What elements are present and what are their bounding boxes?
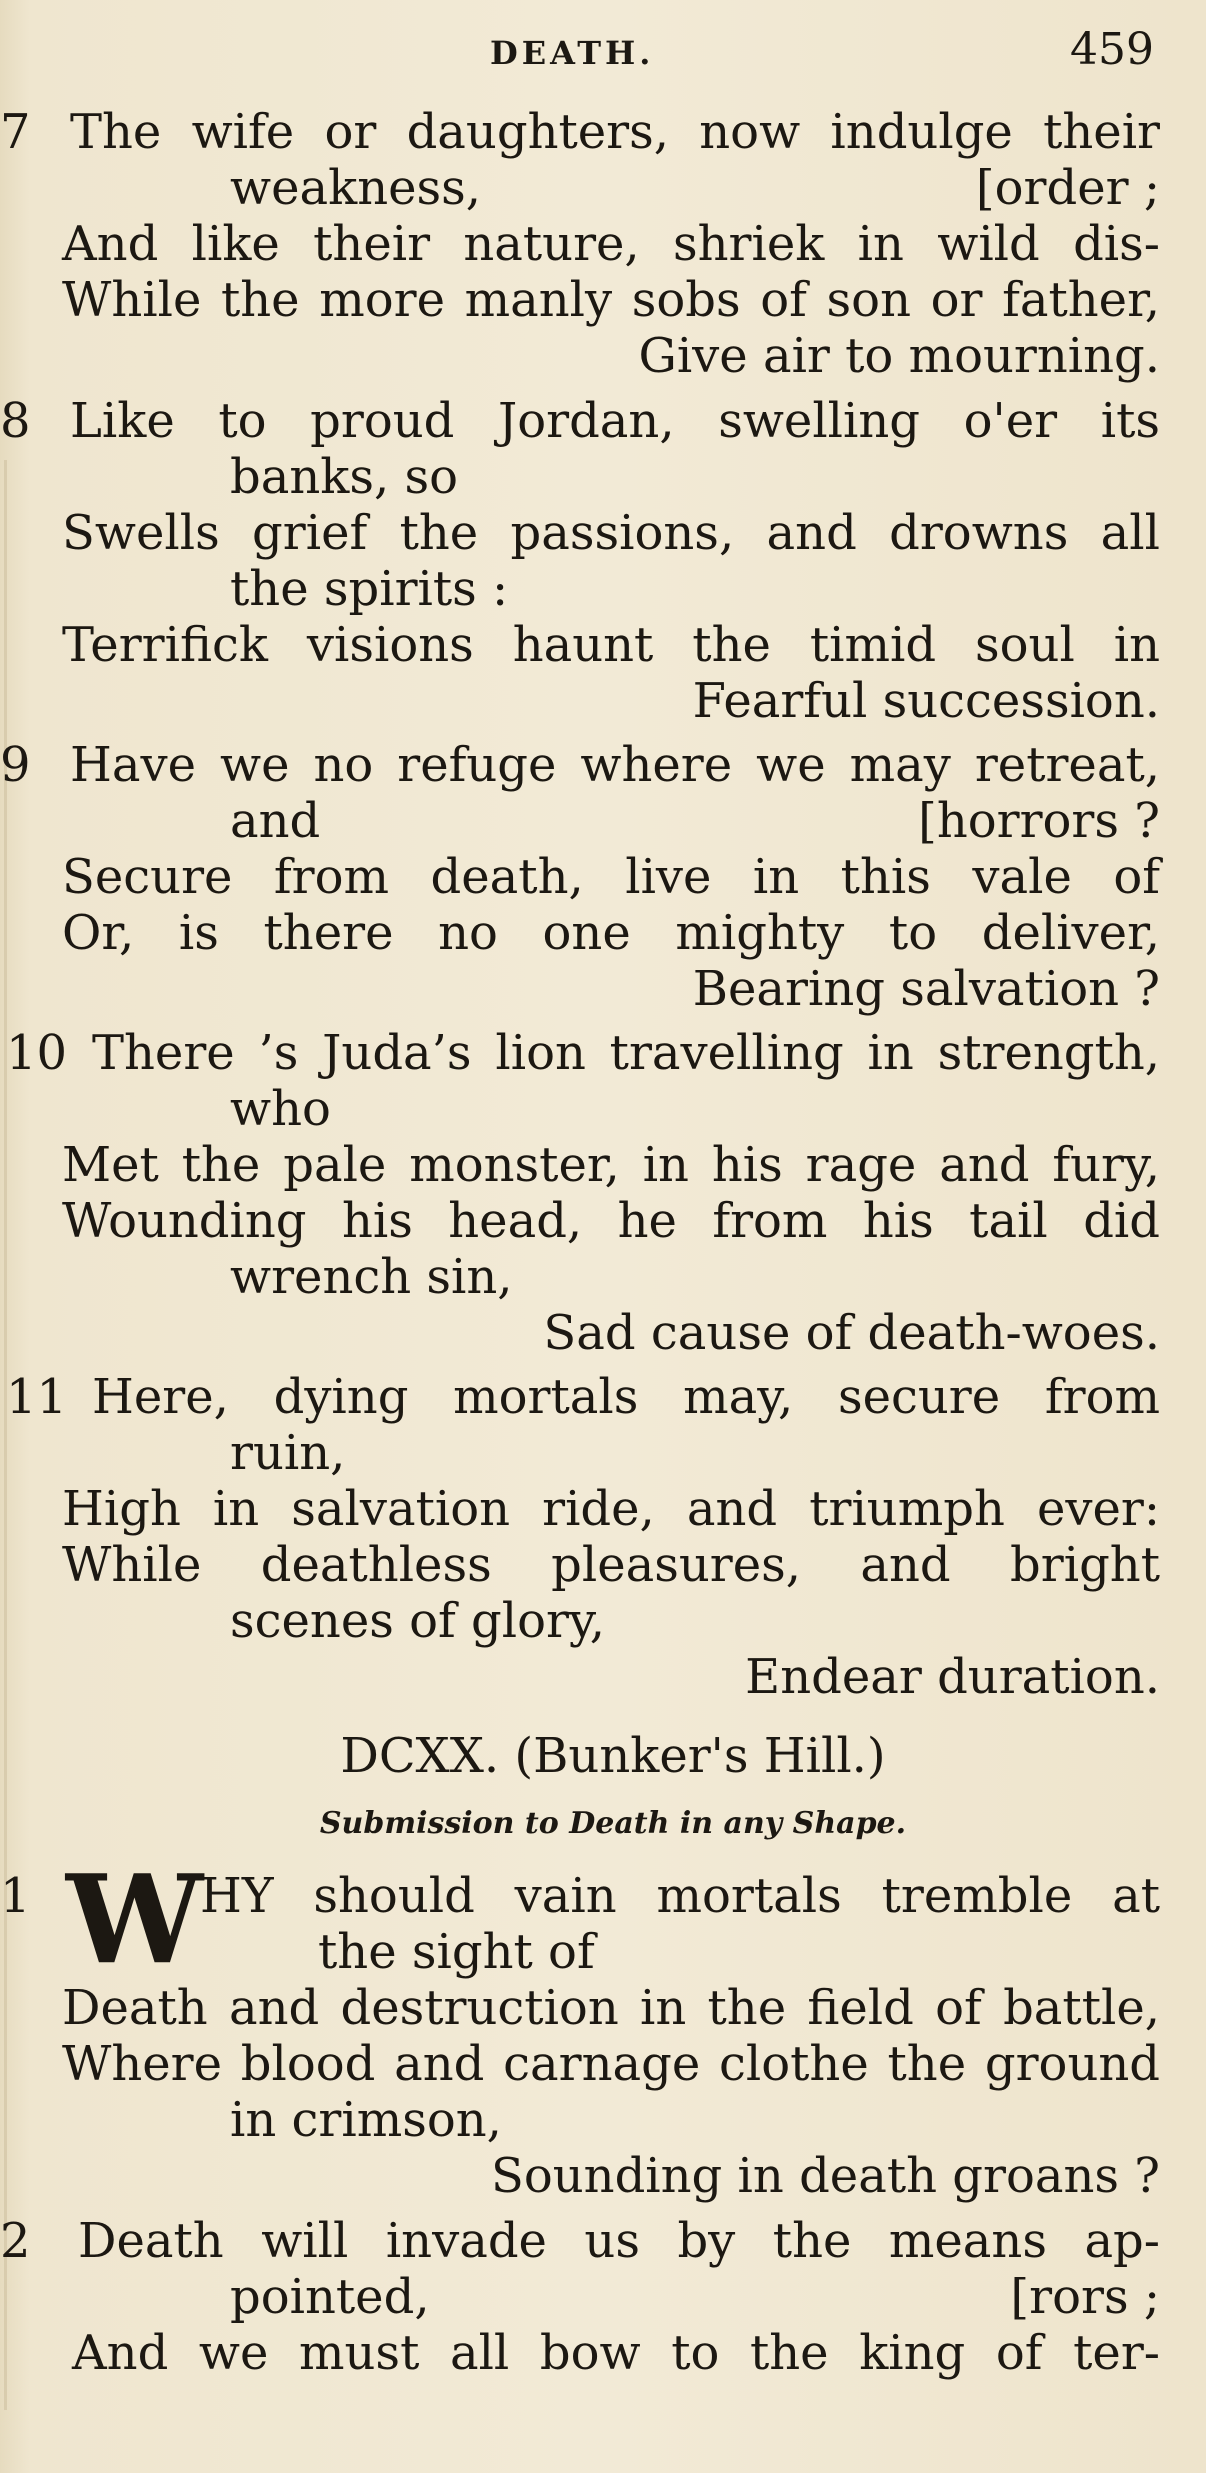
verse-turnover: [horrors ? xyxy=(918,793,1160,849)
verse-turnover: [order ; xyxy=(975,160,1160,216)
verse-line: Swells grief the passions, and drowns all xyxy=(62,505,1160,561)
verse-line: the sight of xyxy=(318,1924,595,1980)
verse-line: Met the pale monster, in his rage and fury, xyxy=(62,1137,1160,1193)
verse-line: ruin, xyxy=(230,1425,346,1481)
verse-line: Like to proud Jordan, swelling o'er its xyxy=(70,393,1160,449)
verse-line: Wounding his head, he from his tail did xyxy=(62,1193,1160,1249)
verse-line: Death will invade us by the means ap- xyxy=(78,2213,1160,2269)
verse-line: wrench sin, xyxy=(230,1249,513,1305)
stanza-number: 1 xyxy=(0,1868,31,1924)
verse-line: High in salvation ride, and triumph ever: xyxy=(62,1481,1160,1537)
verse-line: HY should vain mortals tremble at xyxy=(200,1868,1160,1924)
verse-line: Terrifick visions haunt the timid soul in xyxy=(62,617,1160,673)
stanza-number: 11 xyxy=(6,1369,68,1425)
verse-refrain: Endear duration. xyxy=(745,1649,1160,1705)
verse-refrain: Sad cause of death-woes. xyxy=(543,1305,1160,1361)
drop-cap: W xyxy=(66,1847,204,1991)
verse-line: Or, is there no one mighty to deliver, xyxy=(62,905,1160,961)
hymn-subtitle: Submission to Death in any Shape. xyxy=(319,1806,907,1841)
stanza-number: 7 xyxy=(0,104,31,160)
stanza-number: 2 xyxy=(0,2213,31,2269)
stanza-number: 9 xyxy=(0,737,31,793)
hymn-title: DCXX. (Bunker's Hill.) xyxy=(340,1728,886,1784)
stanza-number: 8 xyxy=(0,393,31,449)
verse-line: There ’s Juda’s lion travelling in strength, xyxy=(92,1025,1160,1081)
verse-line: And we must all bow to the king of ter- xyxy=(72,2325,1160,2381)
running-head xyxy=(0,16,1206,76)
verse-line: While deathless pleasures, and bright xyxy=(62,1537,1160,1593)
verse-line: While the more manly sobs of son or father, xyxy=(62,272,1160,328)
verse-line: the spirits : xyxy=(230,561,509,617)
stanza-number: 10 xyxy=(6,1025,68,1081)
verse-line: scenes of glory, xyxy=(230,1593,605,1649)
verse-line: in crimson, xyxy=(230,2092,502,2148)
verse-refrain: Sounding in death groans ? xyxy=(490,2148,1160,2204)
verse-line: who xyxy=(230,1081,331,1137)
verse-line: Have we no refuge where we may retreat, xyxy=(70,737,1160,793)
running-head-title: DEATH. xyxy=(490,34,655,72)
verse-line: weakness, xyxy=(230,160,482,216)
verse-line: Death and destruction in the field of battle, xyxy=(62,1980,1160,2036)
verse-refrain: Bearing salvation ? xyxy=(692,961,1160,1017)
verse-line: Secure from death, live in this vale of xyxy=(62,849,1160,905)
verse-line: And like their nature, shriek in wild dis- xyxy=(62,216,1160,272)
verse-refrain: Give air to mourning. xyxy=(638,328,1160,384)
verse-line: Where blood and carnage clothe the ground xyxy=(62,2036,1160,2092)
verse-line: Here, dying mortals may, secure from xyxy=(92,1369,1160,1425)
verse-refrain: Fearful succession. xyxy=(692,673,1160,729)
page-number: 459 xyxy=(1070,24,1154,75)
verse-line: and xyxy=(230,793,321,849)
verse-line: pointed, xyxy=(230,2269,430,2325)
verse-turnover: [rors ; xyxy=(1010,2269,1160,2325)
verse-line: The wife or daughters, now indulge their xyxy=(70,104,1160,160)
verse-line: banks, so xyxy=(230,449,459,505)
